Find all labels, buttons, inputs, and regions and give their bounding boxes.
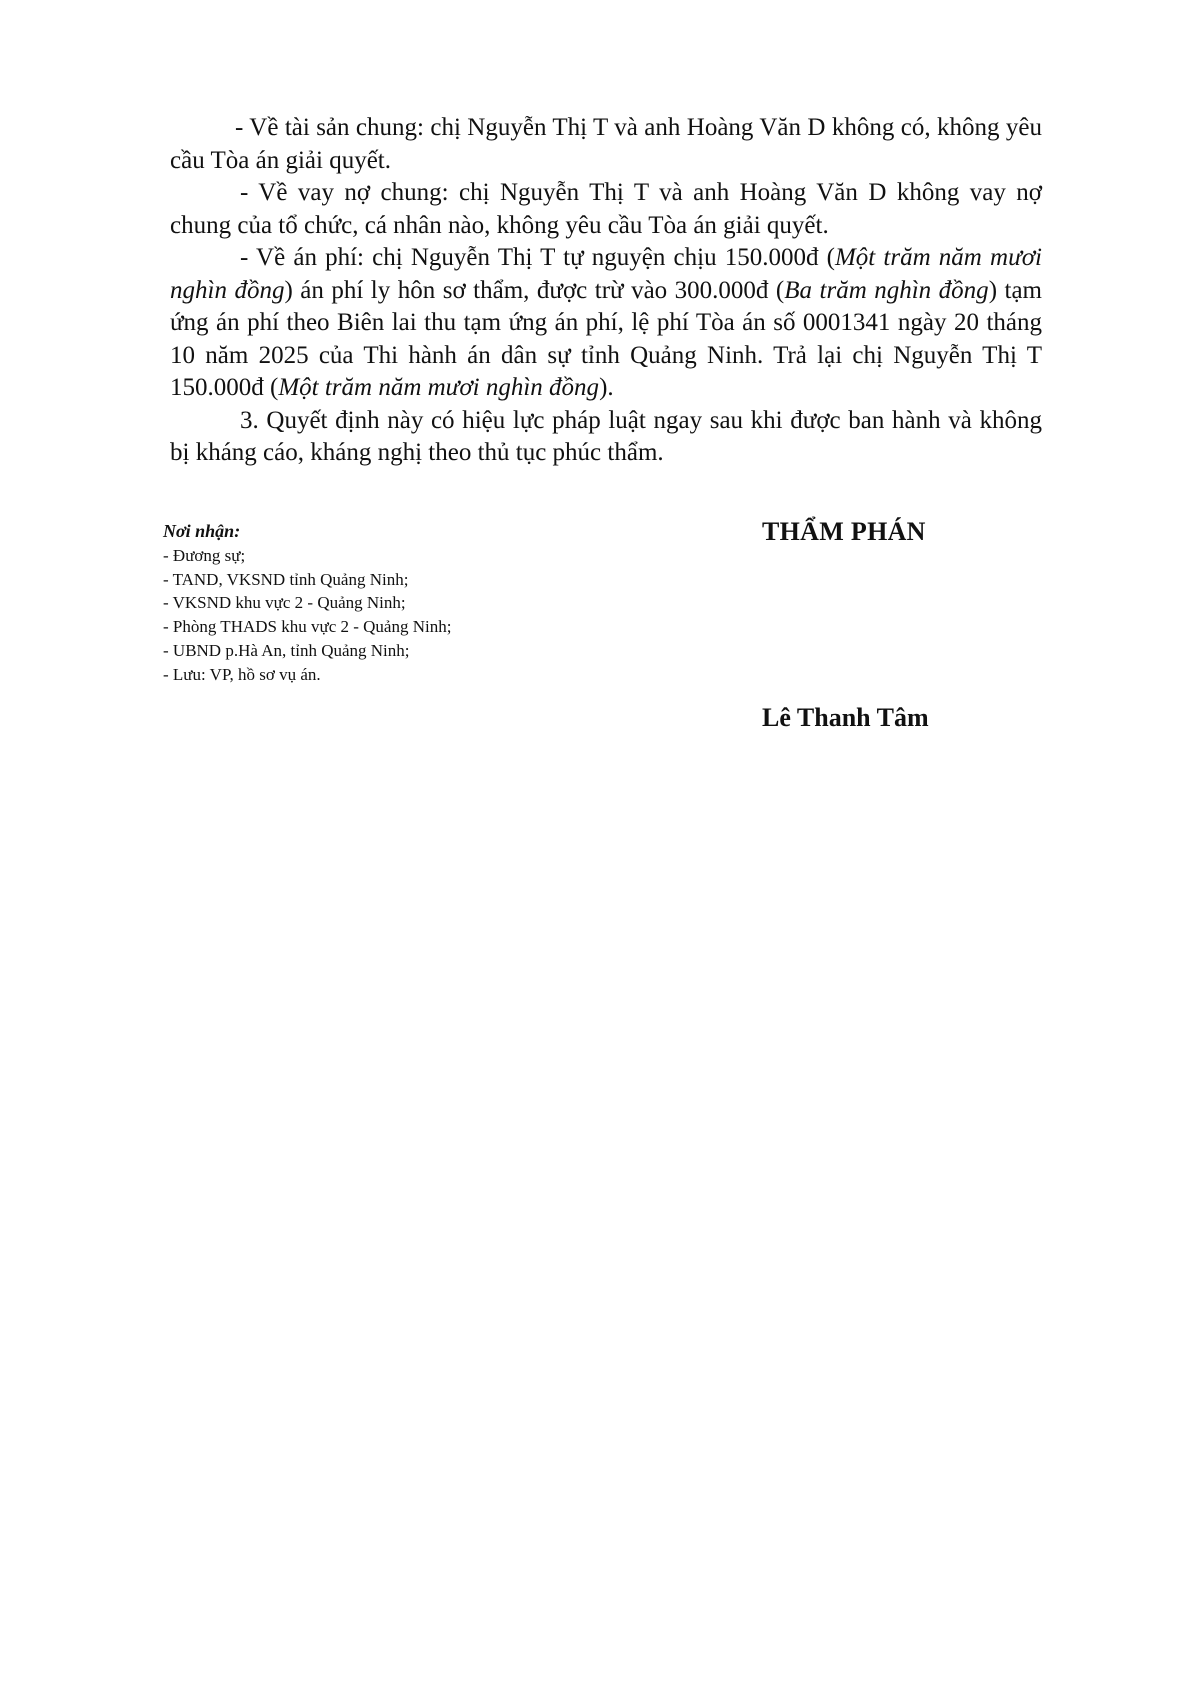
paragraph-legal-effect bbox=[170, 405, 1042, 470]
recipient-item: - Lưu: VP, hồ sơ vụ án. bbox=[163, 664, 321, 684]
paragraph-court-fee bbox=[170, 242, 1042, 405]
signer-name: Lê Thanh Tâm bbox=[762, 703, 929, 732]
recipients-title: Nơi nhận: bbox=[163, 521, 241, 541]
paragraph-common-property bbox=[170, 112, 1042, 177]
recipient-item: - TAND, VKSND tỉnh Quảng Ninh; bbox=[163, 569, 409, 589]
italic-text-segment: Một trăm năm mươi nghìn đồng bbox=[278, 374, 600, 401]
text-segment: - Về tài sản chung: chị Nguyễn Thị T và anh Hoàng Văn D không có, không yêu cầu Tòa án giải quyết. bbox=[170, 114, 1042, 174]
recipient-item: - Phòng THADS khu vực 2 - Quảng Ninh; bbox=[163, 617, 452, 637]
text-segment: 3. Quyết định này có hiệu lực pháp luật ngay sau khi được ban hành và không bị kháng cáo, kháng nghị theo thủ tục phúc thẩm. bbox=[170, 406, 1042, 466]
text-segment: ). bbox=[599, 374, 614, 401]
recipient-item: - UBND p.Hà An, tỉnh Quảng Ninh; bbox=[163, 640, 410, 660]
text-segment: - Về vay nợ chung: chị Nguyễn Thị T và anh Hoàng Văn D không vay nợ chung của tổ chức, cá nhân nào, không yêu cầu Tòa án giải quyết. bbox=[170, 179, 1042, 239]
signer-title: THẨM PHÁN bbox=[762, 517, 926, 546]
italic-text-segment: Ba trăm nghìn đồng bbox=[784, 276, 989, 304]
decision-body bbox=[170, 112, 1042, 470]
paragraph-common-debt bbox=[170, 177, 1042, 242]
text-segment: ) tạm ứng án phí theo Biên lai thu tạm ứng án phí, lệ phí Tòa án số 0001341 ngày 20 tháng 10 năm 2025 của Thi hành án dân sự tỉnh Quảng Ninh. Trả lại chị Nguyễn Thị T 150.000đ ( bbox=[170, 276, 1042, 401]
text-segment: ) án phí ly hôn sơ thẩm, được trừ vào 300.000đ ( bbox=[284, 276, 785, 304]
recipients-list bbox=[163, 544, 663, 687]
recipient-item: - VKSND khu vực 2 - Quảng Ninh; bbox=[163, 593, 406, 613]
recipient-item: - Đương sự; bbox=[163, 545, 246, 565]
text-segment: - Về án phí: chị Nguyễn Thị T tự nguyện chịu 150.000đ ( bbox=[240, 244, 835, 271]
italic-text-segment: Một trăm năm mươi nghìn đồng bbox=[170, 244, 1042, 304]
recipients-block bbox=[163, 520, 663, 687]
